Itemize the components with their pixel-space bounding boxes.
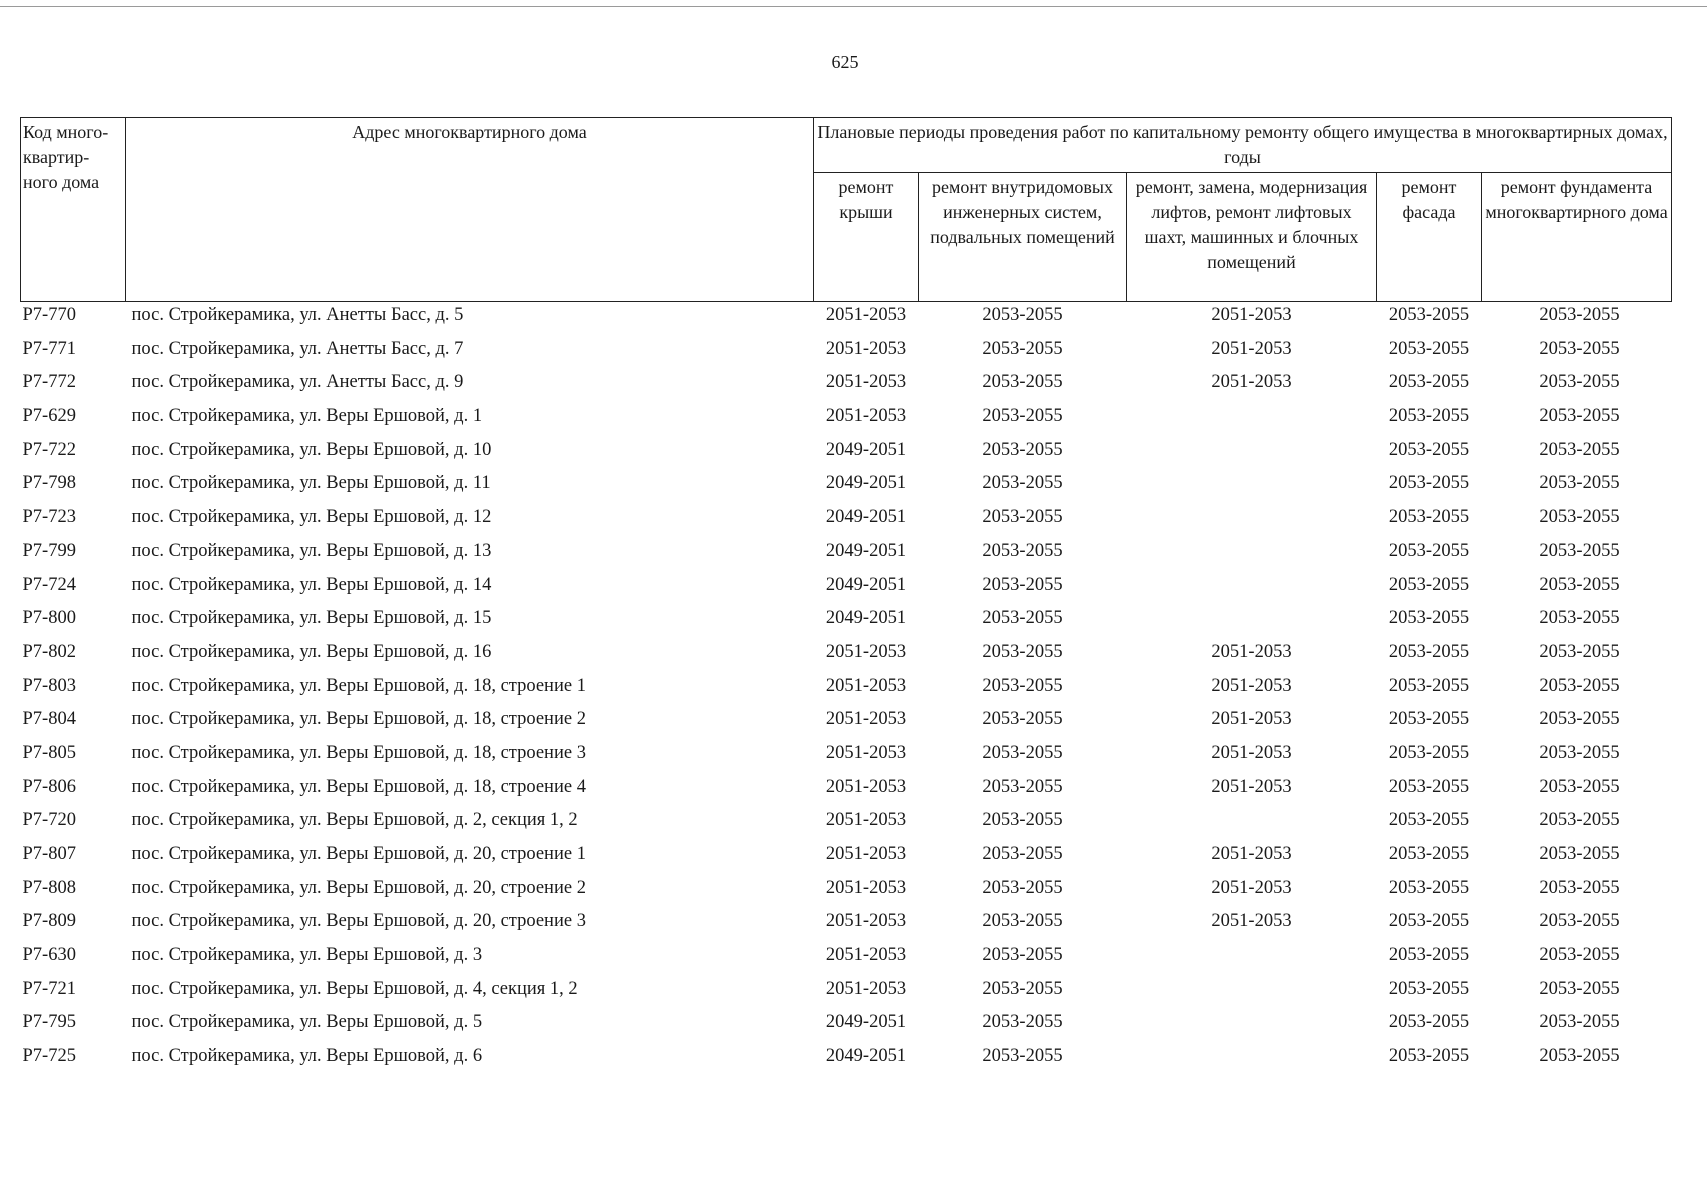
cell-code: P7-795 [22, 1012, 76, 1033]
cell-roof: 2051-2053 [825, 877, 907, 898]
cell-code: P7-807 [22, 844, 76, 864]
cell-facade: 2053-2055 [1388, 641, 1470, 662]
cell-address: пос. Стройкерамика, ул. Веры Ершовой, д. 10 [131, 439, 492, 460]
table-row [21, 706, 1672, 740]
header-facade: ремонт фасада [1377, 173, 1482, 302]
table-row [21, 470, 1672, 504]
cell-elevators: 2051-2053 [1211, 709, 1292, 730]
cell-roof: 2051-2053 [825, 338, 907, 359]
cell-foundation: 2053-2055 [1539, 978, 1620, 999]
cell-facade: 2053-2055 [1388, 473, 1470, 494]
table-row [21, 807, 1672, 841]
cell-foundation: 2053-2055 [1539, 945, 1620, 966]
cell-address: пос. Стройкерамика, ул. Веры Ершовой, д. 1 [131, 406, 483, 427]
cell-code: P7-804 [22, 709, 76, 730]
cell-foundation: 2053-2055 [1539, 675, 1620, 696]
table-row [21, 336, 1672, 370]
table-row [21, 437, 1672, 471]
cell-engineering: 2053-2055 [982, 473, 1063, 494]
table-header [21, 118, 1672, 302]
table-row [21, 302, 1672, 336]
cell-address: пос. Стройкерамика, ул. Веры Ершовой, д. 15 [131, 608, 492, 629]
cell-foundation: 2053-2055 [1539, 877, 1620, 898]
cell-elevators: 2051-2053 [1211, 742, 1292, 763]
cell-engineering: 2053-2055 [982, 675, 1063, 696]
cell-facade: 2053-2055 [1388, 439, 1470, 460]
cell-foundation: 2053-2055 [1539, 338, 1620, 359]
cell-engineering: 2053-2055 [982, 776, 1063, 797]
cell-facade: 2053-2055 [1388, 675, 1470, 696]
cell-engineering: 2053-2055 [982, 1046, 1063, 1067]
table-row [21, 605, 1672, 639]
cell-roof: 2051-2053 [825, 978, 907, 999]
cell-foundation: 2053-2055 [1539, 608, 1620, 629]
cell-roof: 2049-2051 [825, 507, 907, 528]
cell-facade: 2053-2055 [1388, 507, 1470, 528]
cell-address: пос. Стройкерамика, ул. Веры Ершовой, д. 16 [131, 641, 492, 662]
cell-code: P7-800 [22, 608, 76, 629]
cell-facade: 2053-2055 [1388, 945, 1470, 966]
cell-roof: 2051-2053 [825, 406, 907, 427]
cell-foundation: 2053-2055 [1539, 844, 1620, 864]
cell-code: P7-720 [22, 810, 76, 831]
cell-facade: 2053-2055 [1388, 978, 1470, 999]
table-row [21, 538, 1672, 572]
table-row [21, 774, 1672, 808]
cell-foundation: 2053-2055 [1539, 911, 1620, 932]
table-row [21, 942, 1672, 976]
cell-engineering: 2053-2055 [982, 911, 1063, 932]
cell-elevators [1127, 807, 1377, 841]
cell-facade: 2053-2055 [1388, 305, 1470, 325]
cell-engineering: 2053-2055 [982, 978, 1063, 999]
cell-address: пос. Стройкерамика, ул. Веры Ершовой, д. 18, строение 2 [131, 709, 586, 730]
cell-engineering: 2053-2055 [982, 439, 1063, 460]
cell-code: P7-806 [22, 776, 76, 797]
cell-roof: 2049-2051 [825, 1012, 907, 1033]
cell-foundation: 2053-2055 [1539, 540, 1620, 561]
cell-facade: 2053-2055 [1388, 338, 1470, 359]
cell-facade: 2053-2055 [1388, 709, 1470, 730]
cell-elevators: 2051-2053 [1211, 338, 1292, 359]
cell-address: пос. Стройкерамика, ул. Анетты Басс, д. 5 [131, 305, 464, 325]
cell-elevators: 2051-2053 [1211, 641, 1292, 662]
cell-address: пос. Стройкерамика, ул. Анетты Басс, д. 9 [131, 372, 464, 393]
cell-roof: 2051-2053 [825, 675, 907, 696]
header-engineering: ремонт внутридомовых инженерных систем, подвальных помещений [919, 173, 1127, 302]
cell-facade: 2053-2055 [1388, 742, 1470, 763]
cell-engineering: 2053-2055 [982, 507, 1063, 528]
cell-engineering: 2053-2055 [982, 810, 1063, 831]
cell-roof: 2051-2053 [825, 305, 907, 325]
cell-roof: 2049-2051 [825, 574, 907, 595]
cell-roof: 2049-2051 [825, 473, 907, 494]
cell-facade: 2053-2055 [1388, 608, 1470, 629]
cell-foundation: 2053-2055 [1539, 776, 1620, 797]
header-code: Код много-квартир-ного дома [21, 118, 126, 302]
cell-elevators [1127, 1043, 1377, 1077]
cell-address: пос. Стройкерамика, ул. Веры Ершовой, д. 18, строение 1 [131, 675, 586, 696]
table-row [21, 403, 1672, 437]
cell-roof: 2051-2053 [825, 810, 907, 831]
cell-address: пос. Стройкерамика, ул. Веры Ершовой, д. 20, строение 3 [131, 911, 586, 932]
cell-engineering: 2053-2055 [982, 742, 1063, 763]
cell-facade: 2053-2055 [1388, 372, 1470, 393]
cell-elevators [1127, 538, 1377, 572]
cell-foundation: 2053-2055 [1539, 1046, 1620, 1067]
cell-roof: 2051-2053 [825, 911, 907, 932]
cell-code: P7-770 [22, 305, 76, 325]
cell-elevators [1127, 976, 1377, 1010]
cell-code: P7-723 [22, 507, 76, 528]
cell-code: P7-805 [22, 742, 76, 763]
cell-elevators: 2051-2053 [1211, 372, 1292, 393]
cell-address: пос. Стройкерамика, ул. Анетты Басс, д. 7 [131, 338, 464, 359]
cell-facade: 2053-2055 [1388, 810, 1470, 831]
cell-code: P7-803 [22, 675, 76, 696]
cell-code: P7-721 [22, 978, 76, 999]
header-address: Адрес многоквартирного дома [126, 118, 814, 302]
cell-roof: 2049-2051 [825, 439, 907, 460]
cell-engineering: 2053-2055 [982, 608, 1063, 629]
cell-engineering: 2053-2055 [982, 305, 1063, 325]
cell-foundation: 2053-2055 [1539, 372, 1620, 393]
cell-engineering: 2053-2055 [982, 540, 1063, 561]
cell-code: P7-802 [22, 641, 76, 662]
cell-engineering: 2053-2055 [982, 406, 1063, 427]
cell-address: пос. Стройкерамика, ул. Веры Ершовой, д. 5 [131, 1012, 483, 1033]
table-body [21, 302, 1672, 1077]
cell-code: P7-799 [22, 540, 76, 561]
cell-address: пос. Стройкерамика, ул. Веры Ершовой, д. 13 [131, 540, 492, 561]
cell-address: пос. Стройкерамика, ул. Веры Ершовой, д. 14 [131, 574, 492, 595]
cell-facade: 2053-2055 [1388, 911, 1470, 932]
cell-elevators [1127, 504, 1377, 538]
cell-facade: 2053-2055 [1388, 844, 1470, 864]
cell-roof: 2051-2053 [825, 641, 907, 662]
cell-roof: 2051-2053 [825, 844, 907, 864]
cell-elevators [1127, 1009, 1377, 1043]
cell-facade: 2053-2055 [1388, 406, 1470, 427]
cell-foundation: 2053-2055 [1539, 810, 1620, 831]
cell-elevators [1127, 942, 1377, 976]
cell-engineering: 2053-2055 [982, 641, 1063, 662]
table-row [21, 639, 1672, 673]
cell-elevators [1127, 572, 1377, 606]
cell-engineering: 2053-2055 [982, 945, 1063, 966]
cell-foundation: 2053-2055 [1539, 742, 1620, 763]
cell-address: пос. Стройкерамика, ул. Веры Ершовой, д. 3 [131, 945, 483, 966]
header-planned-periods: Плановые периоды проведения работ по капитальному ремонту общего имущества в многоквартирных домах, годы [814, 118, 1672, 173]
cell-elevators: 2051-2053 [1211, 305, 1292, 325]
cell-facade: 2053-2055 [1388, 574, 1470, 595]
cell-roof: 2051-2053 [825, 709, 907, 730]
cell-code: P7-725 [22, 1046, 76, 1067]
cell-engineering: 2053-2055 [982, 338, 1063, 359]
header-elevators: ремонт, замена, модернизация лифтов, ремонт лифтовых шахт, машинных и блочных помещений [1127, 173, 1377, 302]
cell-code: P7-808 [22, 877, 76, 898]
cell-elevators: 2051-2053 [1211, 844, 1292, 864]
table-row [21, 369, 1672, 403]
cell-foundation: 2053-2055 [1539, 473, 1620, 494]
cell-code: P7-809 [22, 911, 76, 932]
cell-foundation: 2053-2055 [1539, 507, 1620, 528]
cell-code: P7-798 [22, 473, 76, 494]
page-number: 625 [831, 52, 859, 72]
table-row [21, 1009, 1672, 1043]
cell-code: P7-772 [22, 372, 76, 393]
cell-roof: 2051-2053 [825, 945, 907, 966]
cell-code: P7-630 [22, 945, 76, 966]
cell-address: пос. Стройкерамика, ул. Веры Ершовой, д. 20, строение 1 [131, 844, 586, 864]
cell-facade: 2053-2055 [1388, 1046, 1470, 1067]
cell-foundation: 2053-2055 [1539, 406, 1620, 427]
cell-address: пос. Стройкерамика, ул. Веры Ершовой, д. 18, строение 3 [131, 742, 586, 763]
cell-address: пос. Стройкерамика, ул. Веры Ершовой, д. 11 [131, 473, 491, 494]
table-row [21, 841, 1672, 875]
table-row [21, 572, 1672, 606]
cell-engineering: 2053-2055 [982, 574, 1063, 595]
cell-address: пос. Стройкерамика, ул. Веры Ершовой, д. 2, секция 1, 2 [131, 810, 578, 831]
cell-roof: 2049-2051 [825, 540, 907, 561]
cell-address: пос. Стройкерамика, ул. Веры Ершовой, д. 20, строение 2 [131, 877, 586, 898]
cell-foundation: 2053-2055 [1539, 709, 1620, 730]
cell-foundation: 2053-2055 [1539, 305, 1620, 325]
cell-foundation: 2053-2055 [1539, 439, 1620, 460]
cell-engineering: 2053-2055 [982, 844, 1063, 864]
scan-border-line [0, 6, 1707, 7]
cell-engineering: 2053-2055 [982, 709, 1063, 730]
cell-elevators [1127, 470, 1377, 504]
cell-foundation: 2053-2055 [1539, 641, 1620, 662]
cell-foundation: 2053-2055 [1539, 574, 1620, 595]
cell-elevators [1127, 403, 1377, 437]
cell-roof: 2049-2051 [825, 1046, 907, 1067]
cell-foundation: 2053-2055 [1539, 1012, 1620, 1033]
cell-elevators [1127, 437, 1377, 471]
cell-roof: 2051-2053 [825, 742, 907, 763]
cell-address: пос. Стройкерамика, ул. Веры Ершовой, д. 12 [131, 507, 492, 528]
cell-engineering: 2053-2055 [982, 877, 1063, 898]
cell-engineering: 2053-2055 [982, 1012, 1063, 1033]
repair-schedule-table [20, 117, 1672, 1077]
cell-engineering: 2053-2055 [982, 372, 1063, 393]
cell-address: пос. Стройкерамика, ул. Веры Ершовой, д. 18, строение 4 [131, 776, 586, 797]
table-row [21, 673, 1672, 707]
cell-elevators: 2051-2053 [1211, 776, 1292, 797]
cell-elevators: 2051-2053 [1211, 911, 1292, 932]
table-row [21, 908, 1672, 942]
cell-address: пос. Стройкерамика, ул. Веры Ершовой, д. 6 [131, 1046, 483, 1067]
cell-code: P7-724 [22, 574, 76, 595]
table-row [21, 1043, 1672, 1077]
cell-code: P7-722 [22, 439, 76, 460]
cell-elevators [1127, 605, 1377, 639]
cell-elevators: 2051-2053 [1211, 675, 1292, 696]
table-row [21, 740, 1672, 774]
table-row [21, 976, 1672, 1010]
cell-roof: 2049-2051 [825, 608, 907, 629]
header-roof: ремонт крыши [814, 173, 919, 302]
cell-facade: 2053-2055 [1388, 540, 1470, 561]
cell-facade: 2053-2055 [1388, 776, 1470, 797]
header-foundation: ремонт фундамента многоквартирного дома [1482, 173, 1672, 302]
cell-elevators: 2051-2053 [1211, 877, 1292, 898]
cell-roof: 2051-2053 [825, 372, 907, 393]
table-row [21, 504, 1672, 538]
cell-facade: 2053-2055 [1388, 1012, 1470, 1033]
cell-roof: 2051-2053 [825, 776, 907, 797]
table-row [21, 875, 1672, 909]
cell-facade: 2053-2055 [1388, 877, 1470, 898]
cell-code: P7-629 [22, 406, 76, 427]
cell-address: пос. Стройкерамика, ул. Веры Ершовой, д. 4, секция 1, 2 [131, 978, 578, 999]
cell-code: P7-771 [22, 338, 76, 359]
